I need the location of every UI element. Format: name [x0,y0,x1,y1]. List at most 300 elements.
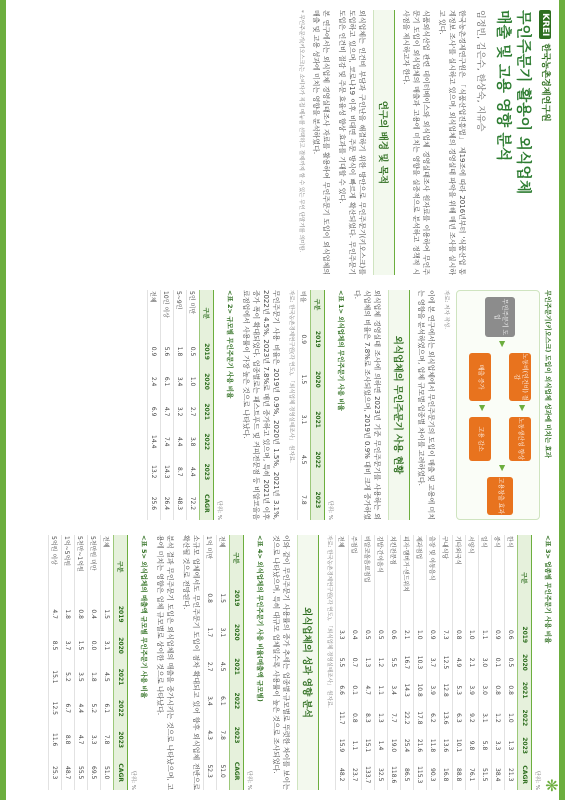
table-cell: 1.1 [375,676,388,704]
table2 [147,290,214,520]
table-cell: 1.0 [414,621,427,649]
table-cell: 제과점업 [414,535,427,621]
top-stripe [559,0,565,800]
table-row [62,535,75,790]
table-cell: 0.4 [88,599,101,630]
table1-caption: <표 1> 외식업체의 무인주문기 사용 비율 [337,290,345,411]
table-cell: 전체 [336,535,349,621]
section-heading-usage: 외식업체의 무인주문기 사용 현황 [388,290,410,520]
table-cell: 출장 및 이동음식 [427,535,440,621]
table-cell: 1.5 [298,359,311,399]
table-cell: 7.8 [217,718,230,752]
table-cell: 6.6 [336,676,349,704]
table-cell: 11.8 [427,732,440,760]
table-cell: 9.2 [466,704,479,732]
table-header-cell: 2021 [518,676,532,704]
table-cell: 88.8 [453,759,466,790]
analysis-paragraph-1: 이에 본 연구에서는 외식업체에서 무인주문기의 도입이 매출 및 고용에 미치는 영향을 분석하였으며, 업체 규모별·업종별 차이를 고려하였다. [417,290,435,520]
table-header-cell: CAGR [518,759,532,790]
table-row [161,290,174,520]
table-cell: 5.3 [453,676,466,704]
table-cell: 12.8 [440,676,453,704]
table-cell: 1억 미만 [204,535,217,581]
table-cell: 3.0 [479,649,492,677]
table-cell: 0.9 [148,337,161,367]
table-cell: 0.6 [505,621,518,649]
table-cell: 12.5 [440,649,453,677]
arrow-icon: ▶ [518,405,527,412]
table-header-cell: 2023 [311,480,325,520]
col3-paragraph-1: 이와 같이 무인주문기 사용률의 증가 추세는 업종별·규모별로 뚜렷한 차이를 보이는 것으로 나타났으며, 특히 대규모 업체일수록 사용률이 높은 것으로 조사되었다. [272,535,290,790]
title-line-1: 무인주문기 활용이 외식업체 [515,10,533,195]
table-header-cell: 2019 [114,599,128,630]
table-cell: 4.5 [101,661,114,692]
table5 [48,535,128,790]
table-cell: 1.2 [375,649,388,677]
authors: 임정빈, 김은수, 한상숙, 지유승 [475,10,485,132]
table-row [401,535,414,790]
table-row [204,535,217,790]
table-row [217,535,230,790]
table-cell: 7.4 [161,427,174,457]
table-cell: 14.3 [401,676,414,704]
table-header-cell: 2022 [200,427,214,457]
table-cell: 0.7 [349,649,362,677]
org-header [540,10,553,275]
table-cell: 1.7 [204,615,217,649]
table-row [440,535,453,790]
table-cell: 5~9인 [174,290,187,337]
title-line-2: 매출 및 고용 영향 분석 [495,10,513,162]
table-cell: 1.8 [88,661,101,692]
table-cell: 15.9 [336,732,349,760]
table-cell: 22.2 [401,704,414,732]
table-cell: 10.8 [414,676,427,704]
table-header-cell: 2019 [200,337,214,367]
table-header-row [311,290,325,520]
table-cell: 1.5 [101,599,114,630]
table3 [335,535,532,790]
table-cell: 4.9 [453,649,466,677]
table-header-cell: 2022 [114,693,128,724]
table-cell: 0.9 [492,621,505,649]
table-cell: 0.4 [349,621,362,649]
table-cell: 0.5 [505,649,518,677]
table-cell: 3.4 [388,676,401,704]
usage-paragraph-1: 외식업체 경영실태 조사에 의하면 2023년 기준 무인주문기를 사용하는 외식업체의 비율은 7.8%로 조사되었으며, 2019년 0.9% 대비 크게 증가하였다. [353,290,381,520]
table-cell: 90.3 [427,759,440,790]
table-cell: 4.7 [362,676,375,704]
table-cell: 8.5 [49,630,62,661]
table-cell: 15.1 [49,661,62,692]
table-cell: 3.7 [427,649,440,677]
section-heading-analysis: 외식업체의 성과 영향 분석 [297,535,319,790]
table3-unit: 단위: % [534,770,540,790]
table-cell: 서양식 [466,535,479,621]
table-cell: 2.1 [401,621,414,649]
table-cell: 7.8 [101,724,114,755]
table-cell: 4.7 [75,724,88,755]
table1 [297,290,325,520]
table-cell: 1억~5억원 [62,535,75,599]
node-kiosk-adoption: 무인주문기 도입 [485,297,515,337]
table-header-cell: 2020 [200,367,214,397]
table-cell: 2.1 [466,649,479,677]
table1-unit: 단위: % [327,500,333,520]
table-cell: 17.8 [414,704,427,732]
table-cell: 0.8 [453,621,466,649]
table4 [203,535,244,790]
analysis-paragraph-2: 분석 결과 무인주문기 도입은 외식업체의 매출을 증가시키는 것으로 나타났으며, 고용에 미치는 영향은 업체 규모별로 상이한 것으로 나타났다. [156,535,174,790]
page-title [494,10,534,275]
table-cell: 0.6 [388,621,401,649]
column-left [8,10,557,275]
table-cell: 72.2 [187,487,200,520]
table-header-cell: 구분 [114,535,128,599]
table-cell: 0.1 [349,676,362,704]
table-cell: 11.7 [336,704,349,732]
table-row [505,535,518,790]
table-cell: 10인 이상 [161,290,174,337]
table-cell: 76.1 [466,759,479,790]
table1-source: 자료: 한국농촌경제연구원(각 연도), 「외식업체 경영실태조사」 원자료. [288,290,294,463]
org-badge: KREI [539,10,551,39]
table-cell: 8.3 [362,704,375,732]
table-header-cell: 2021 [200,397,214,427]
arrow-icon: ▶ [498,341,507,348]
table-cell: 전체 [217,535,230,581]
column-middle [8,290,557,520]
table-cell: 1.0 [505,704,518,732]
table-cell: 6.7 [62,693,75,724]
table-cell: 51.5 [479,759,492,790]
table-header-cell: 2020 [114,630,128,661]
table-row [349,535,362,790]
table2-unit: 단위: % [216,500,222,520]
table-cell: 5천만~1억원 [75,535,88,599]
effect-diagram [456,290,540,520]
table-cell: 0.5 [362,621,375,649]
table-cell: 5천만원 미만 [88,535,101,599]
table-cell: 69.5 [88,755,101,790]
table-cell: 7.7 [388,704,401,732]
table-cell: 4.7 [49,599,62,630]
table-cell: 0.8 [204,581,217,615]
table-header-cell: 2020 [230,615,244,649]
col3-paragraph-2: 소규모 업체에서도 무인주문기 도입이 점차 확대되고 있어 향후 외식업체 전반으로 확산될 것으로 전망된다. [182,535,200,790]
bottom-stripe [0,0,6,800]
background-footnote: * 무인주문기(키오스크)는 소비자가 직접 메뉴를 선택하고 결제까지 할 수 있는 무인 단말기를 의미함. [298,10,304,253]
table-cell: 비알코올음료점업 [362,535,375,621]
node-labor-cost-saving: 노동비(인건비) 절감 [509,353,531,401]
table-header-cell: 2019 [311,319,325,359]
table-cell: 3.2 [174,397,187,427]
table-cell: 16.8 [440,759,453,790]
table-cell: 0.9 [427,621,440,649]
table-cell: 기타외국식 [453,535,466,621]
table-cell: 전체 [101,535,114,599]
table-cell: 0.9 [298,319,311,359]
org-name: 한국농촌경제연구원 [540,43,550,122]
table-cell: 25.3 [49,755,62,790]
table-cell: 6.1 [161,367,174,397]
table-cell: 21.6 [414,732,427,760]
table3-caption: <표 3> 업종별 무인주문기 사용 비율 [544,535,552,644]
table-cell: 전체 [148,290,161,337]
table-cell: 13.6 [440,704,453,732]
table-cell: 32.5 [375,759,388,790]
table-cell: 3.9 [466,676,479,704]
table-cell: 1.5 [217,581,230,615]
table-header-cell: CAGR [114,755,128,790]
table-cell: 2.7 [204,650,217,684]
table-cell: 김밥·간이음식 [375,535,388,621]
table-cell: 1.3 [375,704,388,732]
table-cell: 25.4 [401,732,414,760]
table-cell: 1.5 [75,630,88,661]
table-cell: 1.0 [187,367,200,397]
table-header-cell: 2022 [230,684,244,718]
table-cell: 0.8 [75,599,88,630]
table-cell: 21.3 [505,759,518,790]
table-header-row [200,290,214,520]
table-header-cell: 2023 [230,718,244,752]
table3-source: 자료: 한국농촌경제연구원(각 연도), 「외식업체 경영실태조사」 원자료. [326,535,332,708]
section-heading-background: 연구의 배경 및 목적 [373,10,395,275]
table-cell: 10.1 [453,732,466,760]
table-cell: 5.5 [388,649,401,677]
table-row [174,290,187,520]
table-row [492,535,505,790]
table-header-cell: 구분 [230,535,244,581]
table-cell: 133.7 [362,759,375,790]
table-cell: 중식 [492,535,505,621]
table-cell: 7.3 [440,621,453,649]
node-employment-decrease: 고용 감소 [469,417,491,461]
table-cell: 일식 [479,535,492,621]
table-row [49,535,62,790]
table-cell: 1.8 [174,337,187,367]
figure-source: 자료: 저자 작성. [443,290,449,329]
table-header-cell: 2021 [311,400,325,440]
table-cell: 3.5 [75,661,88,692]
table-cell: 1.4 [375,732,388,760]
table-cell: 0.8 [349,704,362,732]
table-cell: 3.4 [174,367,187,397]
table-cell: 1.3 [362,649,375,677]
table-row [388,535,401,790]
table-cell: 3.3 [336,621,349,649]
table-cell: 14.3 [161,457,174,487]
table-cell: 48.7 [62,755,75,790]
table-cell: 0.5 [187,337,200,367]
table-cell: 0.8 [492,676,505,704]
table-cell: 8.7 [174,457,187,487]
table2-caption: <표 2> 규모별 무인주문기 사용 비율 [226,290,234,399]
table-header-cell: 2023 [200,457,214,487]
table-cell: 12.5 [49,693,62,724]
table-cell: 3.8 [187,427,200,457]
table-header-cell: 2023 [518,732,532,760]
table-cell: 2.4 [148,367,161,397]
table5-unit: 단위: % [130,770,136,790]
table-cell: 115.3 [414,759,427,790]
table-row [148,290,161,520]
table-cell: 4.3 [204,718,217,752]
usage-paragraph-2: 무인주문기 사용 비율은 2019년 0.9%, 2020년 1.5%, 2021년 3.1%, 2022년 4.5%, 2023년 7.8%로 매년 증가하고 있으며, 특히 2021년 이후 증가 폭이 확대되었다. 업종별로는 패스트푸드 및 커피전문점 등 비알코올음료점업에서 사용률이 가장 높은 것으로 나타났다. [242,290,280,520]
table-cell: 3.1 [298,400,311,440]
table-cell: 1.8 [62,599,75,630]
table-cell: 6.2 [427,704,440,732]
table-cell: 한식 [505,535,518,621]
table-cell: 5.8 [479,732,492,760]
table-header-cell: 구분 [518,535,532,621]
table-cell: 3.0 [479,676,492,704]
table-cell: 11.6 [49,724,62,755]
table-row [187,290,200,520]
background-paragraph-2: 본 연구에서는 외식업체 경영실태조사 자료를 활용하여 무인주문기 도입이 외식업체의 매출 및 고용 성과에 미치는 영향을 분석하였다. [312,10,330,275]
table-header-cell: 2023 [114,724,128,755]
table-cell: 13.6 [440,732,453,760]
table-cell: 3.1 [101,630,114,661]
node-sales-increase: 매출 증가 [469,353,491,401]
table-cell: 6.1 [101,693,114,724]
table-row [414,535,427,790]
table-cell: 1.0 [466,621,479,649]
table-cell: 1.1 [349,732,362,760]
table-cell: 51.0 [217,752,230,790]
table-header-cell: CAGR [230,752,244,790]
table-row [362,535,375,790]
table-header-cell: 2021 [230,650,244,684]
table-cell: 1.1 [479,621,492,649]
table-cell: 1.2 [492,704,505,732]
table-cell: 19.0 [388,732,401,760]
table-cell: 5.2 [62,661,75,692]
table-cell: 4.4 [75,693,88,724]
table-cell: 3.7 [62,630,75,661]
table-cell: 0.5 [375,621,388,649]
table-cell: 4.5 [298,440,311,480]
table-row [427,535,440,790]
table-row [75,535,88,790]
table-header-cell: 2019 [230,581,244,615]
table-cell: 3.1 [217,615,230,649]
table-cell: 3.3 [492,732,505,760]
table-cell: 14.4 [148,427,161,457]
background-paragraph-1: 외식업체는 인건비 부담과 구인난을 해결하기 위한 방안으로 무인주문기(키오스크)를 도입하고 있으며, 코로나19 이후 비대면 주문 방식이 빠르게 확산되었다. 무인주문기 도입은 인건비 절감 및 주문 효율성 향상 효과를 기대할 수 있다. [338,10,366,275]
table-cell: 2.7 [187,397,200,427]
table-header-row [114,535,128,790]
table-cell: 86.5 [401,759,414,790]
table-cell: 비율 [298,290,311,319]
table-row [479,535,492,790]
table-cell: 4.5 [217,650,230,684]
figure-caption: 무인주문기(키오스크) 도입이 외식업체 성과에 미치는 효과 [544,290,552,458]
table-cell: 6.9 [148,397,161,427]
column-right [8,535,557,790]
table-header-cell: 2020 [518,649,532,677]
table-cell: 8.8 [62,724,75,755]
table-cell: 0.0 [88,630,101,661]
table-header-row [230,535,244,790]
table-cell: 4.7 [161,397,174,427]
table-cell: 구내식당 [440,535,453,621]
table-cell: 52.3 [204,752,217,790]
leaf-logo-icon: ❋ [542,778,561,792]
table-cell: 3.4 [204,684,217,718]
table-cell: 15.1 [362,732,375,760]
table-header-cell: 2022 [518,704,532,732]
table-cell: 5억원 이상 [49,535,62,599]
table-cell: 25.6 [148,487,161,520]
table-cell: 5.6 [161,337,174,367]
table4-unit: 단위: % [246,770,252,790]
arrow-icon: ▶ [478,405,487,412]
table-cell: 48.3 [174,487,187,520]
table4-caption: <표 4> 외식업체의 무인주문기 사용 비율(매출액 규모별) [256,535,264,702]
table-cell: 1.3 [505,732,518,760]
table-header-cell: 구분 [200,290,214,337]
table-cell: 치킨전문점 [388,535,401,621]
table-cell: 48.2 [336,759,349,790]
table-cell: 13.2 [148,457,161,487]
table-header-cell: 2020 [311,359,325,399]
table-cell: 7.8 [298,480,311,520]
table-header-cell: 2019 [518,621,532,649]
table-cell: 3.1 [479,704,492,732]
table-cell: 피자·햄버거·샌드위치 [401,535,414,621]
table-cell: 23.7 [349,759,362,790]
table-cell: 16.7 [401,649,414,677]
table-cell: 0.1 [492,649,505,677]
table-cell: 51.0 [101,755,114,790]
table-header-cell: 2021 [114,661,128,692]
table-cell: 0.8 [505,676,518,704]
arrow-icon: ▶ [498,465,507,472]
table-header-cell: 2022 [311,440,325,480]
table-cell: 3.9 [427,676,440,704]
table-cell: 118.6 [388,759,401,790]
table-cell: 4.4 [187,457,200,487]
table-cell: 5인 미만 [187,290,200,337]
table-cell: 5.2 [88,693,101,724]
table-row [298,290,311,520]
table-cell: 4.4 [174,427,187,457]
table-row [336,535,349,790]
intro-paragraph-1: 한국농촌경제연구원은 「식품산업진흥법」 제19조에 따라 2016년부터 '식품산업 통계정보 조사'를 실시하고 있으며, 외식업체의 경영실태 파악을 위해 매년 조사를 실시하고 있다. [438,10,466,275]
table-cell: 38.4 [492,759,505,790]
intro-paragraph-2: 식품외식산업 관련 데이터베이스와 외식업체 경영실태조사 원자료를 이용하여 무인주문기 도입이 외식업체의 매출과 고용에 미치는 영향을 실증적으로 분석하고 정책적 시사점을 제시하고자 한다. [402,10,430,275]
table-header-cell: 구분 [311,290,325,319]
table-header-cell: CAGR [200,487,214,520]
table-cell: 26.4 [161,487,174,520]
table-cell: 주점업 [349,535,362,621]
table-cell: 6.3 [453,704,466,732]
table-row [101,535,114,790]
table-row [453,535,466,790]
table-cell: 5.5 [336,649,349,677]
table-row [375,535,388,790]
table-cell: 55.5 [75,755,88,790]
table5-caption: <표 5> 외식업체의 매출액 규모별 무인주문기 사용 비율 [140,535,148,699]
node-job-creation: 고용창출 효과 [487,477,513,515]
table-row [466,535,479,790]
table-header-row [518,535,532,790]
table-cell: 6.1 [217,684,230,718]
table-cell: 9.8 [466,732,479,760]
node-productivity: 노동생산성 향상 [509,417,531,461]
